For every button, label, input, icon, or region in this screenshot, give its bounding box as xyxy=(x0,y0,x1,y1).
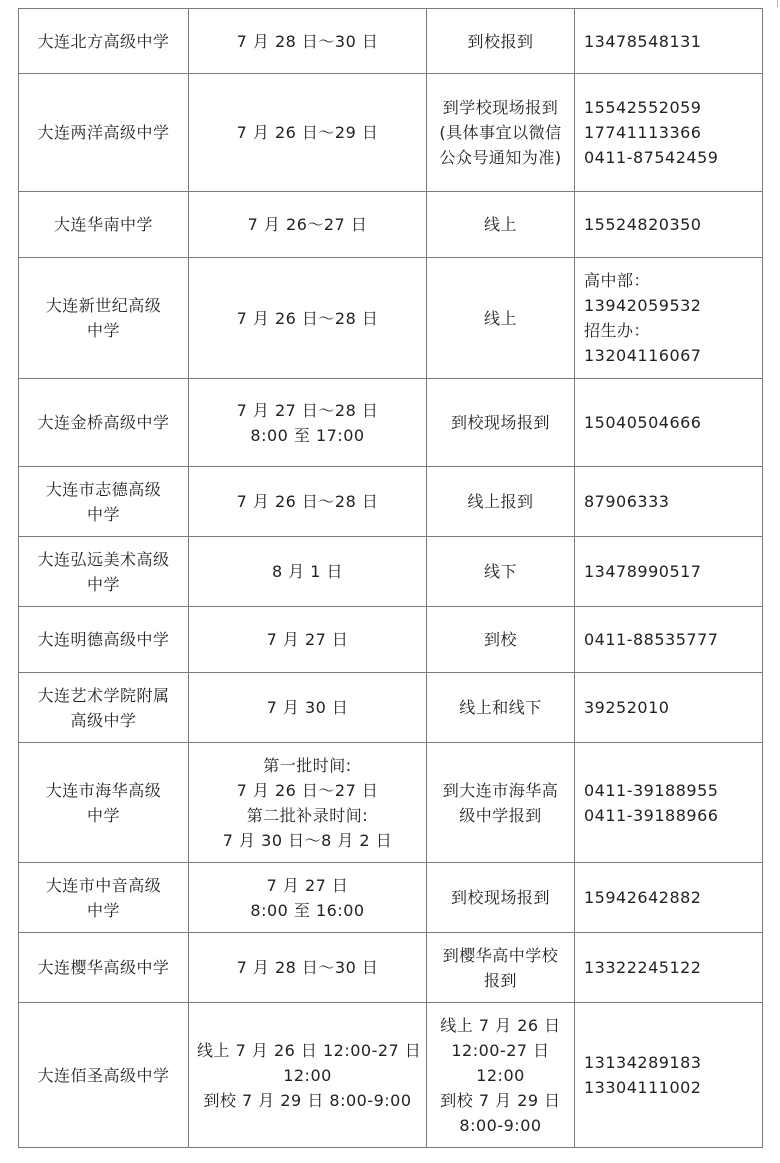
school-name-cell xyxy=(19,258,189,379)
contact-phone-cell xyxy=(575,537,763,607)
contact-phone-cell xyxy=(575,467,763,537)
contact-phone-line: 0411-39188966 xyxy=(584,805,719,825)
contact-phone-line: 87906333 xyxy=(584,492,670,511)
registration-time-cell xyxy=(189,192,427,258)
table-row xyxy=(19,607,763,673)
registration-time-cell xyxy=(189,673,427,743)
registration-method-line: 到校现场报到 xyxy=(450,413,550,432)
table-row xyxy=(19,9,763,74)
table-row xyxy=(19,863,763,933)
school-name-cell xyxy=(19,192,189,258)
registration-time-line: 12:00 xyxy=(283,1065,332,1085)
contact-phone-line: 15040504666 xyxy=(584,413,702,432)
registration-method-line: 公众号通知为准) xyxy=(439,148,562,167)
school-name-cell xyxy=(19,379,189,467)
contact-phone-line: 13942059532 xyxy=(584,296,702,315)
registration-table xyxy=(18,8,763,1148)
registration-method-cell xyxy=(427,863,575,933)
school-name-line: 大连樱华高级中学 xyxy=(37,958,170,977)
registration-method-cell xyxy=(427,467,575,537)
school-name-cell xyxy=(19,933,189,1003)
contact-phone-line: 13134289183 xyxy=(584,1053,702,1072)
contact-phone-line: 13478990517 xyxy=(584,562,702,581)
school-name-line: 大连两洋高级中学 xyxy=(37,123,170,142)
contact-phone-cell xyxy=(575,933,763,1003)
registration-method-cell xyxy=(427,258,575,379)
registration-method-line: 线下 xyxy=(483,562,517,581)
school-name-cell xyxy=(19,537,189,607)
registration-method-line: 12:00 xyxy=(476,1065,525,1085)
contact-phone-cell xyxy=(575,863,763,933)
registration-time-cell xyxy=(189,9,427,74)
registration-time-cell xyxy=(189,258,427,379)
registration-time-line: 线上 7 月 26 日 12:00-27 日 xyxy=(197,1040,422,1060)
table-row xyxy=(19,379,763,467)
registration-time-line: 7 月 26 日～28 日 xyxy=(236,492,379,511)
school-name-cell xyxy=(19,74,189,192)
contact-phone-line: 13304111002 xyxy=(584,1078,702,1097)
contact-phone-cell xyxy=(575,607,763,673)
registration-method-cell xyxy=(427,74,575,192)
registration-method-line: 级中学报到 xyxy=(459,805,542,825)
school-name-cell xyxy=(19,743,189,863)
registration-method-line: 到大连市海华高 xyxy=(442,780,559,800)
school-name-line: 大连市中音高级 xyxy=(45,875,162,895)
contact-phone-cell xyxy=(575,743,763,863)
school-name-cell xyxy=(19,1003,189,1148)
registration-time-line: 8:00 至 17:00 xyxy=(250,425,365,445)
registration-time-line: 7 月 30 日 xyxy=(266,698,349,717)
table-row xyxy=(19,537,763,607)
registration-method-cell xyxy=(427,743,575,863)
contact-phone-cell xyxy=(575,1003,763,1148)
registration-time-cell xyxy=(189,1003,427,1148)
registration-method-cell xyxy=(427,607,575,673)
contact-phone-line: 0411-87542459 xyxy=(584,148,719,167)
table-row xyxy=(19,467,763,537)
registration-method-line: 8:00-9:00 xyxy=(459,1115,542,1135)
registration-time-cell xyxy=(189,607,427,673)
school-name-line: 大连明德高级中学 xyxy=(37,630,170,649)
registration-time-line: 7 月 28 日～30 日 xyxy=(236,31,379,51)
school-name-line: 中学 xyxy=(86,574,120,594)
registration-time-line: 7 月 26 日～29 日 xyxy=(236,123,379,142)
school-name-line: 大连艺术学院附属 xyxy=(37,685,170,705)
table-row xyxy=(19,74,763,192)
contact-phone-line: 13478548131 xyxy=(584,31,702,51)
school-name-line: 大连华南中学 xyxy=(53,215,153,234)
top-border-tick xyxy=(777,0,778,7)
school-name-cell xyxy=(19,673,189,743)
contact-phone-line: 0411-88535777 xyxy=(584,630,719,649)
contact-phone-cell xyxy=(575,192,763,258)
registration-time-line: 第一批时间: xyxy=(263,755,352,775)
school-name-line: 中学 xyxy=(86,900,120,920)
school-name-line: 大连新世纪高级 xyxy=(45,296,162,315)
registration-time-cell xyxy=(189,537,427,607)
registration-method-line: 到校 7 月 29 日 xyxy=(440,1090,561,1110)
registration-time-line: 7 月 26 日～28 日 xyxy=(236,308,379,328)
table-row xyxy=(19,258,763,379)
registration-method-line: 到校 xyxy=(483,630,517,649)
registration-time-line: 7 月 27 日～28 日 xyxy=(236,400,379,420)
school-name-cell xyxy=(19,607,189,673)
registration-time-line: 7 月 26 日～27 日 xyxy=(236,780,379,800)
school-name-cell xyxy=(19,863,189,933)
contact-phone-line: 15542552059 xyxy=(584,98,702,117)
registration-method-line: 线上 xyxy=(483,215,517,234)
registration-method-line: 到学校现场报到 xyxy=(442,98,559,117)
registration-time-cell xyxy=(189,74,427,192)
contact-phone-cell xyxy=(575,673,763,743)
school-name-line: 中学 xyxy=(86,504,120,524)
contact-phone-cell xyxy=(575,9,763,74)
registration-time-cell xyxy=(189,743,427,863)
contact-phone-line: 13204116067 xyxy=(584,346,702,365)
school-name-cell xyxy=(19,467,189,537)
registration-method-line: 报到 xyxy=(483,970,517,990)
registration-method-cell xyxy=(427,9,575,74)
table-row xyxy=(19,933,763,1003)
school-name-line: 大连弘远美术高级 xyxy=(37,549,170,569)
school-name-line: 大连市海华高级 xyxy=(45,780,162,800)
registration-method-cell xyxy=(427,933,575,1003)
registration-time-line: 7 月 30 日～8 月 2 日 xyxy=(222,830,393,850)
table-row xyxy=(19,673,763,743)
registration-time-line: 7 月 27 日 xyxy=(266,630,349,649)
registration-method-cell xyxy=(427,1003,575,1148)
registration-time-line: 8 月 1 日 xyxy=(271,562,344,581)
registration-time-line: 7 月 26～27 日 xyxy=(247,215,368,234)
school-name-line: 中学 xyxy=(86,321,120,340)
school-name-line: 高级中学 xyxy=(70,710,137,730)
registration-time-line: 8:00 至 16:00 xyxy=(250,900,365,920)
registration-method-cell xyxy=(427,192,575,258)
registration-method-line: 12:00-27 日 xyxy=(451,1040,550,1060)
school-name-line: 大连金桥高级中学 xyxy=(37,413,170,432)
table-row xyxy=(19,743,763,863)
registration-method-cell xyxy=(427,379,575,467)
registration-time-line: 到校 7 月 29 日 8:00-9:00 xyxy=(203,1090,412,1110)
table-row xyxy=(19,1003,763,1148)
contact-phone-cell xyxy=(575,258,763,379)
registration-method-cell xyxy=(427,673,575,743)
contact-phone-line: 招生办： xyxy=(584,321,651,340)
school-name-line: 中学 xyxy=(86,805,120,825)
contact-phone-line: 高中部： xyxy=(584,271,651,290)
contact-phone-line: 17741113366 xyxy=(584,123,702,142)
registration-time-line: 7 月 28 日～30 日 xyxy=(236,958,379,977)
contact-phone-cell xyxy=(575,74,763,192)
school-name-line: 大连市志德高级 xyxy=(45,479,162,499)
contact-phone-line: 13322245122 xyxy=(584,958,702,977)
registration-method-cell xyxy=(427,537,575,607)
school-name-line: 大连佰圣高级中学 xyxy=(37,1065,170,1085)
contact-phone-line: 0411-39188955 xyxy=(584,780,719,800)
registration-method-line: 到校报到 xyxy=(467,31,534,51)
registration-method-line: 到校现场报到 xyxy=(450,888,550,907)
registration-method-line: 线上 7 月 26 日 xyxy=(440,1015,561,1035)
registration-time-cell xyxy=(189,863,427,933)
registration-time-line: 7 月 27 日 xyxy=(266,875,349,895)
contact-phone-line: 39252010 xyxy=(584,698,670,717)
school-name-line: 大连北方高级中学 xyxy=(37,31,170,51)
registration-time-cell xyxy=(189,933,427,1003)
registration-time-cell xyxy=(189,379,427,467)
registration-method-line: 线上报到 xyxy=(467,492,534,511)
registration-time-line: 第二批补录时间: xyxy=(246,805,369,825)
registration-time-cell xyxy=(189,467,427,537)
contact-phone-line: 15524820350 xyxy=(584,215,702,234)
contact-phone-cell xyxy=(575,379,763,467)
school-name-cell xyxy=(19,9,189,74)
table-row xyxy=(19,192,763,258)
registration-method-line: 到樱华高中学校 xyxy=(442,945,559,965)
registration-method-line: (具体事宜以微信 xyxy=(439,123,562,142)
registration-table-body xyxy=(19,9,763,1148)
registration-method-line: 线上 xyxy=(483,308,517,328)
contact-phone-line: 15942642882 xyxy=(584,888,702,907)
registration-method-line: 线上和线下 xyxy=(459,698,542,717)
